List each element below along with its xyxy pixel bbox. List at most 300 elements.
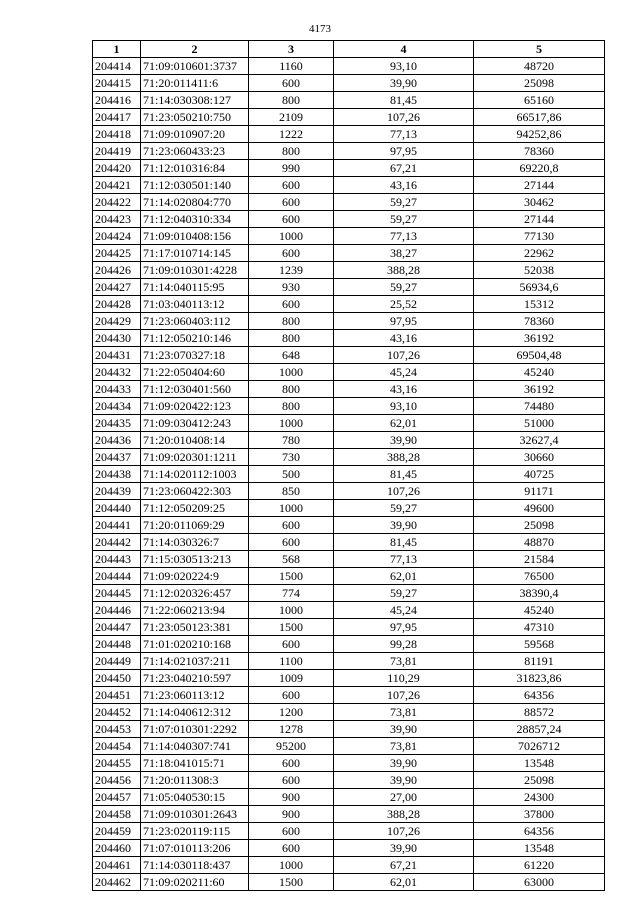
total-value: 91171	[474, 483, 605, 500]
total-value: 7026712	[474, 738, 605, 755]
total-value: 22962	[474, 245, 605, 262]
rate-value: 27,00	[334, 789, 474, 806]
header-col-5: 5	[474, 41, 605, 58]
row-number: 204451	[93, 687, 141, 704]
rate-value: 73,81	[334, 704, 474, 721]
row-number: 204432	[93, 364, 141, 381]
total-value: 13548	[474, 840, 605, 857]
rate-value: 388,28	[334, 449, 474, 466]
row-number: 204426	[93, 262, 141, 279]
table-row	[93, 483, 605, 500]
header-col-1: 1	[93, 41, 141, 58]
row-number: 204448	[93, 636, 141, 653]
rate-value: 25,52	[334, 296, 474, 313]
area-value: 500	[249, 466, 334, 483]
table-row	[93, 58, 605, 75]
table-row	[93, 585, 605, 602]
total-value: 36192	[474, 381, 605, 398]
cadastral-number: 71:17:010714:145	[141, 245, 249, 262]
row-number: 204460	[93, 840, 141, 857]
rate-value: 110,29	[334, 670, 474, 687]
cadastral-number: 71:23:050210:750	[141, 109, 249, 126]
total-value: 47310	[474, 619, 605, 636]
header-col-4: 4	[334, 41, 474, 58]
table-row	[93, 330, 605, 347]
rate-value: 81,45	[334, 466, 474, 483]
row-number: 204443	[93, 551, 141, 568]
cadastral-number: 71:07:010301:2292	[141, 721, 249, 738]
cadastral-number: 71:09:020224:9	[141, 568, 249, 585]
area-value: 600	[249, 755, 334, 772]
area-value: 600	[249, 296, 334, 313]
area-value: 600	[249, 823, 334, 840]
area-value: 990	[249, 160, 334, 177]
row-number: 204436	[93, 432, 141, 449]
total-value: 30660	[474, 449, 605, 466]
row-number: 204438	[93, 466, 141, 483]
rate-value: 93,10	[334, 398, 474, 415]
rate-value: 77,13	[334, 126, 474, 143]
row-number: 204444	[93, 568, 141, 585]
cadastral-number: 71:20:010408:14	[141, 432, 249, 449]
area-value: 800	[249, 381, 334, 398]
rate-value: 93,10	[334, 58, 474, 75]
table-row	[93, 789, 605, 806]
table-row	[93, 619, 605, 636]
area-value: 600	[249, 177, 334, 194]
table-row	[93, 687, 605, 704]
rate-value: 62,01	[334, 568, 474, 585]
cadastral-number: 71:09:030412:243	[141, 415, 249, 432]
cadastral-number: 71:12:030401:560	[141, 381, 249, 398]
table-row	[93, 432, 605, 449]
area-value: 1278	[249, 721, 334, 738]
row-number: 204435	[93, 415, 141, 432]
rate-value: 39,90	[334, 432, 474, 449]
total-value: 59568	[474, 636, 605, 653]
area-value: 1500	[249, 619, 334, 636]
total-value: 28857,24	[474, 721, 605, 738]
rate-value: 43,16	[334, 330, 474, 347]
area-value: 800	[249, 143, 334, 160]
total-value: 78360	[474, 313, 605, 330]
rate-value: 39,90	[334, 721, 474, 738]
row-number: 204414	[93, 58, 141, 75]
total-value: 45240	[474, 364, 605, 381]
total-value: 40725	[474, 466, 605, 483]
table-row	[93, 500, 605, 517]
total-value: 13548	[474, 755, 605, 772]
area-value: 1200	[249, 704, 334, 721]
table-row	[93, 262, 605, 279]
row-number: 204422	[93, 194, 141, 211]
area-value: 1222	[249, 126, 334, 143]
cadastral-number: 71:09:010601:3737	[141, 58, 249, 75]
row-number: 204452	[93, 704, 141, 721]
area-value: 1000	[249, 228, 334, 245]
rate-value: 107,26	[334, 483, 474, 500]
total-value: 48720	[474, 58, 605, 75]
row-number: 204441	[93, 517, 141, 534]
total-value: 52038	[474, 262, 605, 279]
table-row	[93, 449, 605, 466]
table-row	[93, 823, 605, 840]
rate-value: 97,95	[334, 143, 474, 160]
row-number: 204418	[93, 126, 141, 143]
area-value: 568	[249, 551, 334, 568]
total-value: 63000	[474, 874, 605, 891]
table-row	[93, 211, 605, 228]
total-value: 38390,4	[474, 585, 605, 602]
area-value: 600	[249, 687, 334, 704]
total-value: 45240	[474, 602, 605, 619]
cadastral-number: 71:14:021037:211	[141, 653, 249, 670]
table-row	[93, 636, 605, 653]
area-value: 900	[249, 789, 334, 806]
total-value: 49600	[474, 500, 605, 517]
rate-value: 45,24	[334, 602, 474, 619]
total-value: 74480	[474, 398, 605, 415]
row-number: 204450	[93, 670, 141, 687]
row-number: 204428	[93, 296, 141, 313]
row-number: 204421	[93, 177, 141, 194]
header-row	[93, 41, 605, 58]
cadastral-number: 71:12:010316:84	[141, 160, 249, 177]
row-number: 204415	[93, 75, 141, 92]
total-value: 64356	[474, 687, 605, 704]
total-value: 76500	[474, 568, 605, 585]
area-value: 900	[249, 806, 334, 823]
area-value: 800	[249, 398, 334, 415]
table-row	[93, 772, 605, 789]
rate-value: 67,21	[334, 160, 474, 177]
cadastral-number: 71:09:010408:156	[141, 228, 249, 245]
area-value: 95200	[249, 738, 334, 755]
table-row	[93, 381, 605, 398]
total-value: 31823,86	[474, 670, 605, 687]
row-number: 204434	[93, 398, 141, 415]
table-row	[93, 670, 605, 687]
table-row	[93, 551, 605, 568]
row-number: 204424	[93, 228, 141, 245]
table-row	[93, 296, 605, 313]
total-value: 36192	[474, 330, 605, 347]
rate-value: 43,16	[334, 177, 474, 194]
row-number: 204427	[93, 279, 141, 296]
table-row	[93, 313, 605, 330]
total-value: 64356	[474, 823, 605, 840]
cadastral-number: 71:22:060213:94	[141, 602, 249, 619]
cadastral-number: 71:14:020804:770	[141, 194, 249, 211]
cadastral-number: 71:14:030118:437	[141, 857, 249, 874]
rate-value: 77,13	[334, 228, 474, 245]
cadastral-number: 71:09:010301:4228	[141, 262, 249, 279]
total-value: 15312	[474, 296, 605, 313]
row-number: 204423	[93, 211, 141, 228]
cadastral-number: 71:09:010301:2643	[141, 806, 249, 823]
total-value: 24300	[474, 789, 605, 806]
data-table	[92, 40, 605, 891]
row-number: 204425	[93, 245, 141, 262]
row-number: 204429	[93, 313, 141, 330]
rate-value: 73,81	[334, 653, 474, 670]
total-value: 25098	[474, 517, 605, 534]
table-row	[93, 721, 605, 738]
row-number: 204437	[93, 449, 141, 466]
total-value: 77130	[474, 228, 605, 245]
row-number: 204461	[93, 857, 141, 874]
row-number: 204433	[93, 381, 141, 398]
area-value: 730	[249, 449, 334, 466]
cadastral-number: 71:09:020422:123	[141, 398, 249, 415]
rate-value: 62,01	[334, 874, 474, 891]
row-number: 204462	[93, 874, 141, 891]
rate-value: 45,24	[334, 364, 474, 381]
total-value: 81191	[474, 653, 605, 670]
cadastral-number: 71:12:020326:457	[141, 585, 249, 602]
table-row	[93, 126, 605, 143]
rate-value: 81,45	[334, 534, 474, 551]
rate-value: 59,27	[334, 211, 474, 228]
table-row	[93, 279, 605, 296]
table-row	[93, 75, 605, 92]
rate-value: 388,28	[334, 262, 474, 279]
table-row	[93, 160, 605, 177]
total-value: 51000	[474, 415, 605, 432]
area-value: 1100	[249, 653, 334, 670]
row-number: 204440	[93, 500, 141, 517]
total-value: 56934,6	[474, 279, 605, 296]
cadastral-number: 71:09:010907:20	[141, 126, 249, 143]
area-value: 600	[249, 211, 334, 228]
cadastral-number: 71:20:011308:3	[141, 772, 249, 789]
table-body	[93, 58, 605, 891]
table-row	[93, 738, 605, 755]
table-row	[93, 194, 605, 211]
rate-value: 59,27	[334, 585, 474, 602]
row-number: 204459	[93, 823, 141, 840]
area-value: 600	[249, 772, 334, 789]
cadastral-number: 71:12:040310:334	[141, 211, 249, 228]
row-number: 204456	[93, 772, 141, 789]
row-number: 204458	[93, 806, 141, 823]
header-col-3: 3	[249, 41, 334, 58]
cadastral-number: 71:14:020112:1003	[141, 466, 249, 483]
row-number: 204446	[93, 602, 141, 619]
area-value: 600	[249, 840, 334, 857]
area-value: 2109	[249, 109, 334, 126]
rate-value: 59,27	[334, 500, 474, 517]
total-value: 32627,4	[474, 432, 605, 449]
row-number: 204442	[93, 534, 141, 551]
total-value: 78360	[474, 143, 605, 160]
rate-value: 107,26	[334, 109, 474, 126]
rate-value: 39,90	[334, 75, 474, 92]
table-row	[93, 415, 605, 432]
total-value: 25098	[474, 75, 605, 92]
rate-value: 97,95	[334, 619, 474, 636]
row-number: 204430	[93, 330, 141, 347]
row-number: 204457	[93, 789, 141, 806]
cadastral-number: 71:12:050209:25	[141, 500, 249, 517]
cadastral-number: 71:22:050404:60	[141, 364, 249, 381]
total-value: 66517,86	[474, 109, 605, 126]
rate-value: 39,90	[334, 840, 474, 857]
cadastral-number: 71:15:030513:213	[141, 551, 249, 568]
row-number: 204419	[93, 143, 141, 160]
area-value: 774	[249, 585, 334, 602]
area-value: 800	[249, 330, 334, 347]
cadastral-number: 71:09:020211:60	[141, 874, 249, 891]
cadastral-number: 71:23:020119:115	[141, 823, 249, 840]
row-number: 204431	[93, 347, 141, 364]
area-value: 1160	[249, 58, 334, 75]
total-value: 94252,86	[474, 126, 605, 143]
header-col-2: 2	[141, 41, 249, 58]
cadastral-number: 71:12:030501:140	[141, 177, 249, 194]
table-row	[93, 517, 605, 534]
rate-value: 107,26	[334, 687, 474, 704]
table-row	[93, 534, 605, 551]
total-value: 65160	[474, 92, 605, 109]
table-row	[93, 466, 605, 483]
row-number: 204420	[93, 160, 141, 177]
table-row	[93, 874, 605, 891]
row-number: 204416	[93, 92, 141, 109]
cadastral-number: 71:23:060113:12	[141, 687, 249, 704]
table-row	[93, 347, 605, 364]
area-value: 648	[249, 347, 334, 364]
area-value: 600	[249, 534, 334, 551]
total-value: 48870	[474, 534, 605, 551]
area-value: 600	[249, 636, 334, 653]
area-value: 600	[249, 194, 334, 211]
total-value: 25098	[474, 772, 605, 789]
cadastral-number: 71:03:040113:12	[141, 296, 249, 313]
rate-value: 388,28	[334, 806, 474, 823]
cadastral-number: 71:14:030326:7	[141, 534, 249, 551]
cadastral-number: 71:23:060433:23	[141, 143, 249, 160]
table-row	[93, 245, 605, 262]
rate-value: 67,21	[334, 857, 474, 874]
cadastral-number: 71:23:050123:381	[141, 619, 249, 636]
total-value: 69504,48	[474, 347, 605, 364]
area-value: 930	[249, 279, 334, 296]
cadastral-number: 71:14:040115:95	[141, 279, 249, 296]
area-value: 600	[249, 245, 334, 262]
rate-value: 62,01	[334, 415, 474, 432]
table-row	[93, 109, 605, 126]
rate-value: 97,95	[334, 313, 474, 330]
page-number: 4173	[309, 23, 331, 35]
table-row	[93, 177, 605, 194]
rate-value: 81,45	[334, 92, 474, 109]
row-number: 204447	[93, 619, 141, 636]
table-row	[93, 568, 605, 585]
table-row	[93, 840, 605, 857]
row-number: 204453	[93, 721, 141, 738]
cadastral-number: 71:14:040612:312	[141, 704, 249, 721]
cadastral-number: 71:23:040210:597	[141, 670, 249, 687]
table-row	[93, 755, 605, 772]
area-value: 1000	[249, 857, 334, 874]
row-number: 204417	[93, 109, 141, 126]
rate-value: 39,90	[334, 517, 474, 534]
area-value: 1000	[249, 364, 334, 381]
table-row	[93, 602, 605, 619]
area-value: 800	[249, 313, 334, 330]
area-value: 1009	[249, 670, 334, 687]
cadastral-number: 71:23:060422:303	[141, 483, 249, 500]
table-row	[93, 364, 605, 381]
rate-value: 99,28	[334, 636, 474, 653]
rate-value: 39,90	[334, 755, 474, 772]
table-row	[93, 653, 605, 670]
cadastral-number: 71:14:030308:127	[141, 92, 249, 109]
total-value: 69220,8	[474, 160, 605, 177]
area-value: 600	[249, 517, 334, 534]
total-value: 88572	[474, 704, 605, 721]
rate-value: 77,13	[334, 551, 474, 568]
row-number: 204445	[93, 585, 141, 602]
cadastral-number: 71:23:070327:18	[141, 347, 249, 364]
rate-value: 39,90	[334, 772, 474, 789]
cadastral-number: 71:07:010113:206	[141, 840, 249, 857]
cadastral-number: 71:20:011069:29	[141, 517, 249, 534]
rate-value: 107,26	[334, 347, 474, 364]
total-value: 27144	[474, 211, 605, 228]
area-value: 850	[249, 483, 334, 500]
area-value: 1000	[249, 415, 334, 432]
cadastral-number: 71:05:040530:15	[141, 789, 249, 806]
row-number: 204439	[93, 483, 141, 500]
cadastral-number: 71:18:041015:71	[141, 755, 249, 772]
table-row	[93, 228, 605, 245]
rate-value: 59,27	[334, 194, 474, 211]
row-number: 204455	[93, 755, 141, 772]
rate-value: 43,16	[334, 381, 474, 398]
total-value: 61220	[474, 857, 605, 874]
total-value: 30462	[474, 194, 605, 211]
total-value: 37800	[474, 806, 605, 823]
cadastral-number: 71:14:040307:741	[141, 738, 249, 755]
table-row	[93, 143, 605, 160]
area-value: 1500	[249, 568, 334, 585]
cadastral-number: 71:20:011411:6	[141, 75, 249, 92]
area-value: 600	[249, 75, 334, 92]
rate-value: 107,26	[334, 823, 474, 840]
rate-value: 59,27	[334, 279, 474, 296]
row-number: 204454	[93, 738, 141, 755]
rate-value: 38,27	[334, 245, 474, 262]
table-row	[93, 857, 605, 874]
table-row	[93, 92, 605, 109]
area-value: 1000	[249, 500, 334, 517]
cadastral-number: 71:23:060403:112	[141, 313, 249, 330]
cadastral-number: 71:09:020301:1211	[141, 449, 249, 466]
area-value: 780	[249, 432, 334, 449]
area-value: 1239	[249, 262, 334, 279]
cadastral-number: 71:12:050210:146	[141, 330, 249, 347]
table-row	[93, 704, 605, 721]
rate-value: 73,81	[334, 738, 474, 755]
total-value: 27144	[474, 177, 605, 194]
row-number: 204449	[93, 653, 141, 670]
area-value: 1500	[249, 874, 334, 891]
table-row	[93, 806, 605, 823]
cadastral-number: 71:01:020210:168	[141, 636, 249, 653]
total-value: 21584	[474, 551, 605, 568]
